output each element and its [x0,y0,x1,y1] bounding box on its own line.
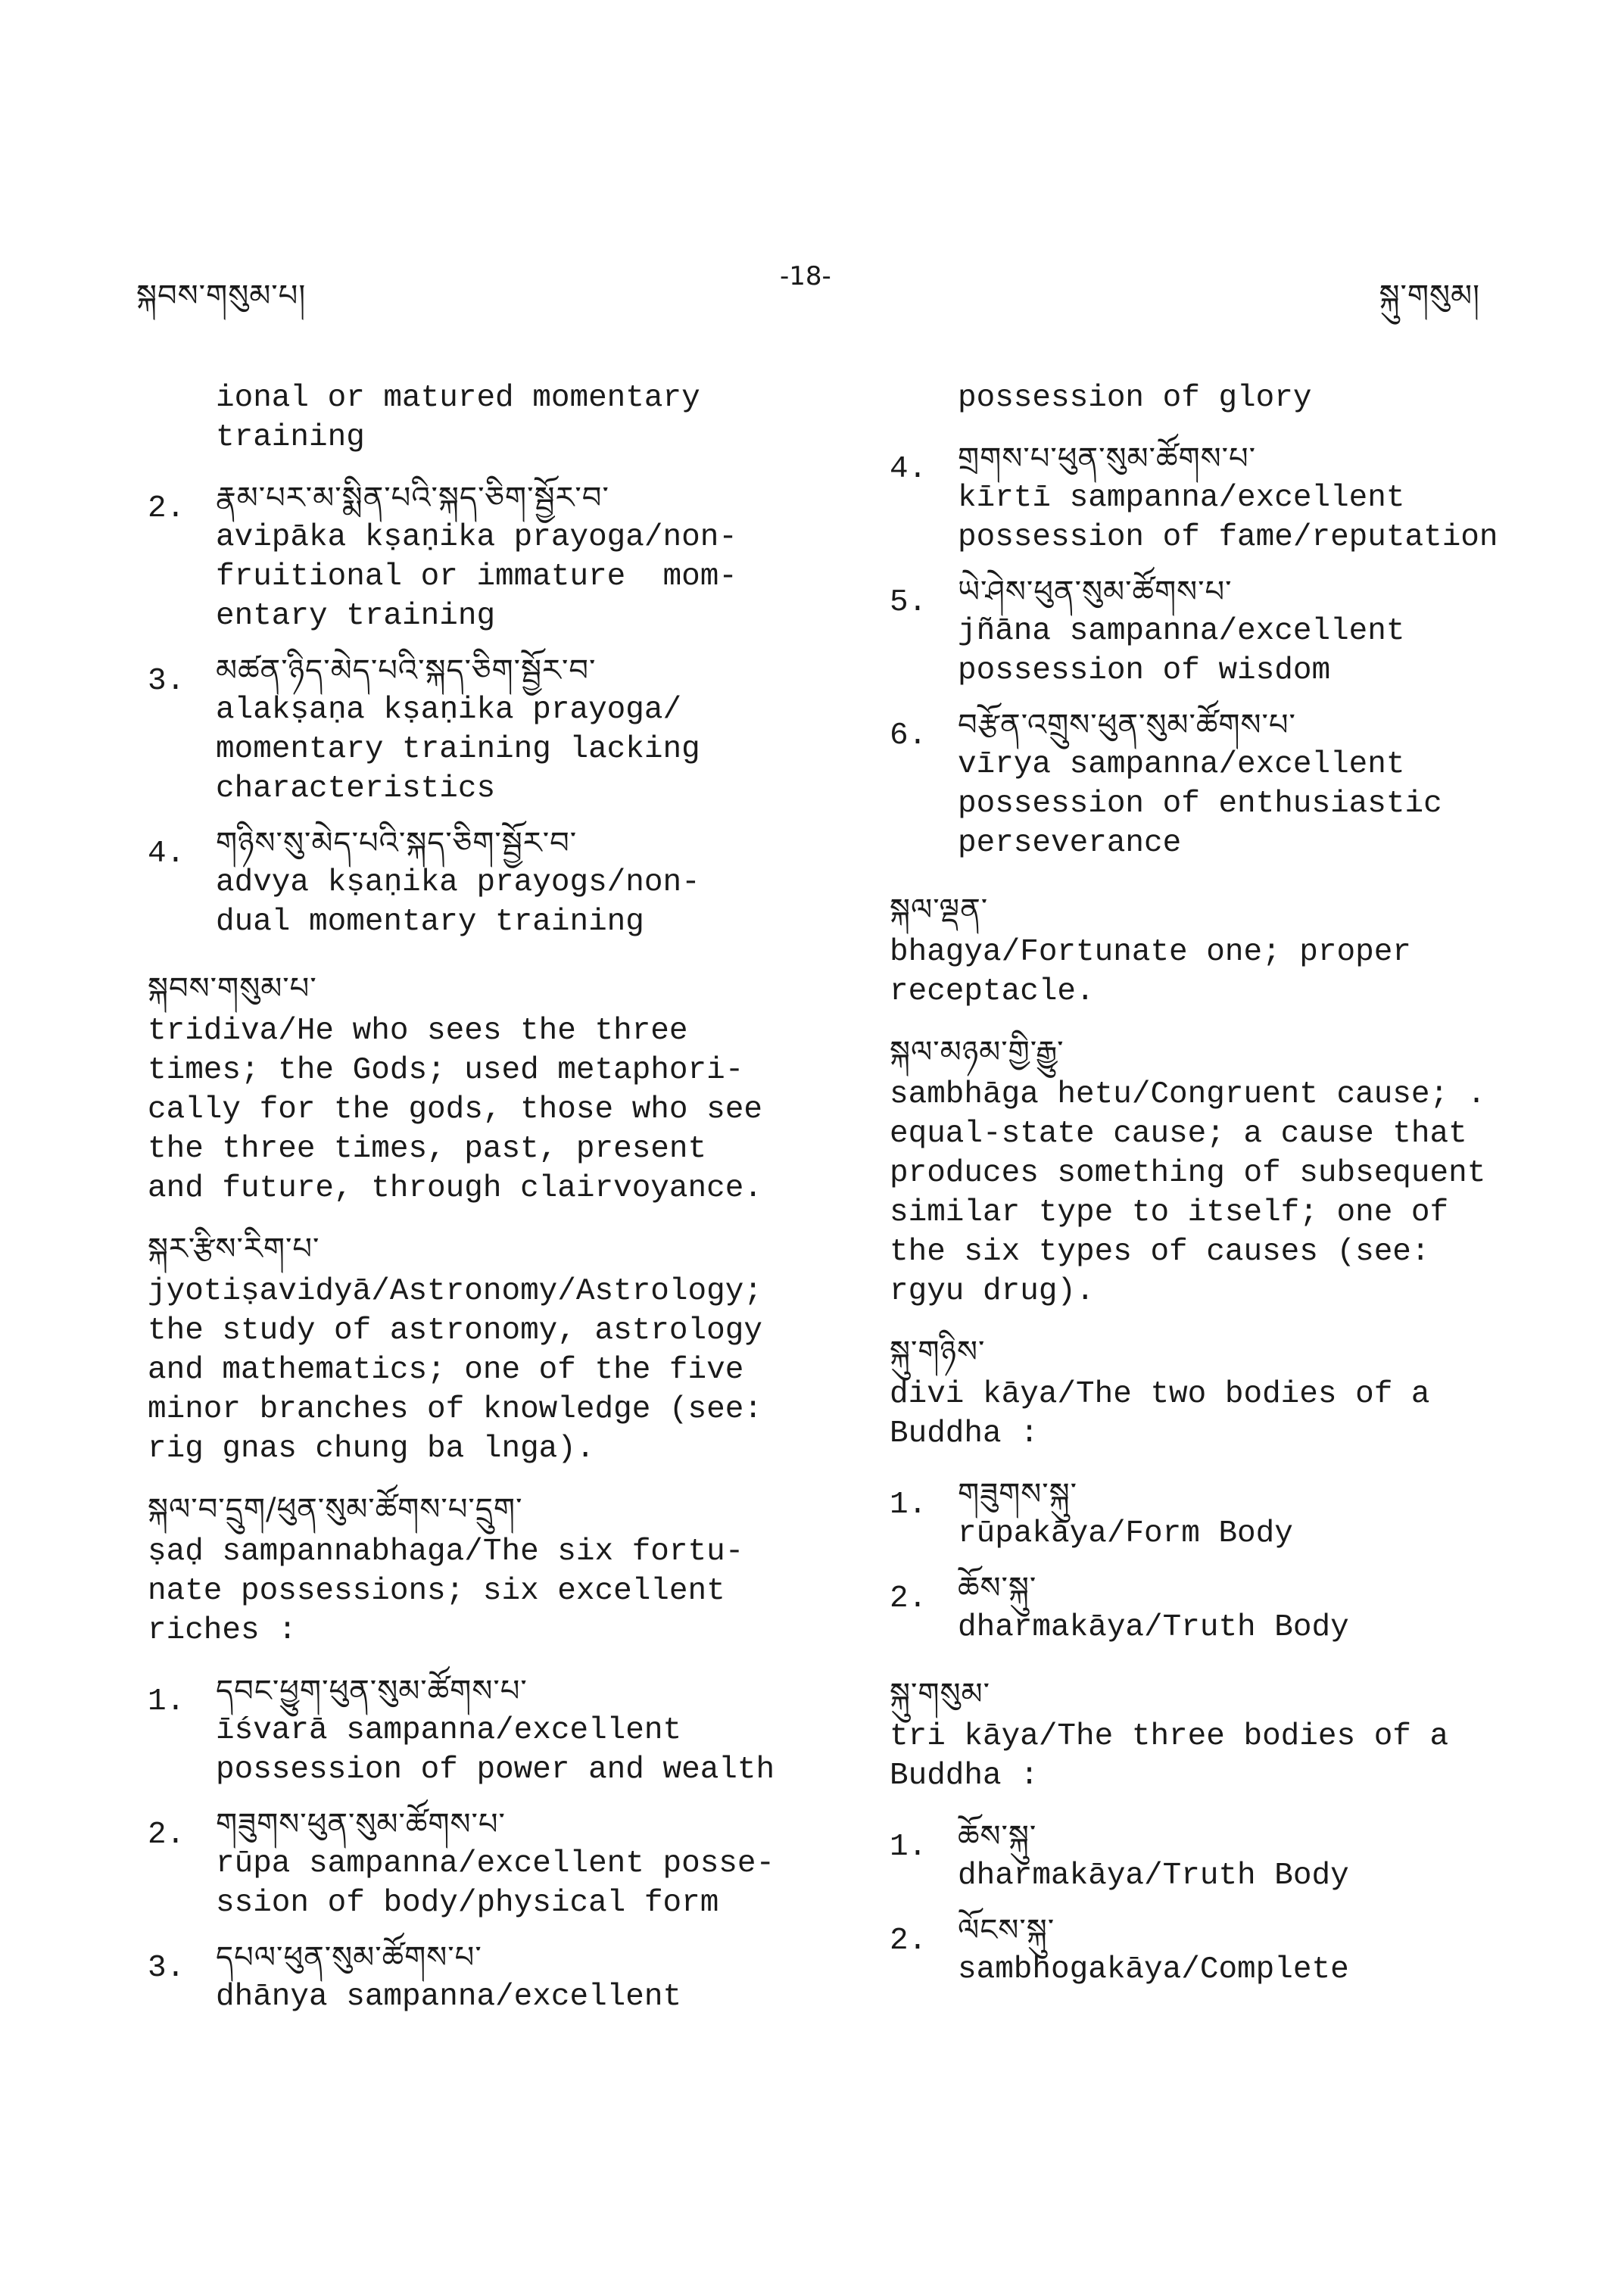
list-item: 4. གྲགས་པ་ཕུན་སུམ་ཚོགས་པ་ kīrtī sampanna/excellent possession of fame/reputation [890,439,1541,557]
tibetan-term: བརྩོན་འགྲུས་ཕུན་སུམ་ཚོགས་པ་ [958,708,1296,743]
tibetan-term: མཚན་ཉིད་མེད་པའི་སྐད་ཅིག་སྦྱོར་བ་ [216,653,597,688]
tibetan-term: ཆོས་སྐུ་ [958,1571,1037,1606]
tibetan-term: རྣམ་པར་མ་སྨིན་པའི་སྐད་ཅིག་སྦྱོར་བ་ [216,481,609,516]
headword: སྐུ་གསུམ་ [890,1677,991,1712]
running-head-left: སྐབས་གསུམ་པ། [136,279,307,313]
tibetan-term: གཟུགས་ཕུན་སུམ་ཚོགས་པ་ [216,1807,506,1842]
dictionary-entry: སྐལ་ལྡན་ bhagya/Fortunate one; proper receptacle. [890,890,1541,1011]
tibetan-term: དཔལ་ཕུན་སུམ་ཚོགས་པ་ [216,1940,482,1975]
dictionary-entry: སྐུ་གསུམ་ tri kāya/The three bodies of a Buddha : [890,1675,1541,1796]
page-number: -18- [780,261,831,291]
list-item: 6. བརྩོན་འགྲུས་ཕུན་སུམ་ཚོགས་པ་ vīrya sampanna/excellent possession of enthusiastic perseverance [890,706,1541,863]
dictionary-entry: སྐར་རྩིས་རིག་པ་ jyotiṣavidyā/Astronomy/Astrology; the study of astronomy, astrology and mathematics; one of the five minor branches of knowledge (see: rig gnas chung ba lnga). [148,1229,799,1469]
dictionary-entry: སྐབས་གསུམ་པ་ tridiva/He who sees the three times; the Gods; used metaphori- cally for the gods, those who see the three times, past, present and future, through clairvoyance. [148,969,799,1208]
dictionary-entry: སྐལ་བ་དྲུག/ཕུན་སུམ་ཚོགས་པ་དྲུག་ ṣaḍ sampannabhaga/The six fortu- nate possessions; six excellent riches : [148,1490,799,1650]
running-head-right: སྐུ་གསུམ། [1379,279,1480,313]
tibetan-term: གཟུགས་སྐུ་ [958,1477,1078,1512]
dictionary-entry: སྐུ་གཉིས་ divi kāya/The two bodies of a Buddha : [890,1332,1541,1453]
headword: སྐུ་གཉིས་ [890,1335,986,1369]
list-item: 4. གཉིས་སུ་མེད་པའི་སྐད་ཅིག་སྦྱོར་བ་ advya kṣaṇika prayogs/non- dual momentary training [148,824,799,942]
list-item: 1. དབང་ཕྱུག་ཕུན་སུམ་ཚོགས་པ་ īśvarā sampanna/excellent possession of power and wealth [148,1671,799,1790]
list-item: 1. ཆོས་སྐུ་ dharmakāya/Truth Body [890,1817,1541,1896]
list-item: 3. མཚན་ཉིད་མེད་པའི་སྐད་ཅིག་སྦྱོར་བ་ alakṣaṇa kṣaṇika prayoga/ momentary training lacking characteristics [148,651,799,808]
list-item: 2. རྣམ་པར་མ་སྨིན་པའི་སྐད་ཅིག་སྦྱོར་བ་ avipāka kṣaṇika prayoga/non- fruitional or immature mom- entary training [148,478,799,636]
left-column [148,379,799,2032]
continuation-text: ional or matured momentary training [216,381,700,455]
headword: སྐབས་གསུམ་པ་ [148,971,317,1006]
list-item: 1. གཟུགས་སྐུ་ rūpakāya/Form Body [890,1475,1541,1553]
tibetan-term: གྲགས་པ་ཕུན་སུམ་ཚོགས་པ་ [958,441,1257,476]
list-item: 2. ལོངས་སྐུ་ sambhogakāya/Complete [890,1911,1541,1989]
headword: སྐར་རྩིས་རིག་པ་ [148,1232,320,1266]
tibetan-term: གཉིས་སུ་མེད་པའི་སྐད་ཅིག་སྦྱོར་བ་ [216,826,578,861]
list-item: 5. ཡེ་ཤེས་ཕུན་སུམ་ཚོགས་པ་ jñāna sampanna/excellent possession of wisdom [890,572,1541,690]
headword: སྐལ་མཉམ་གྱི་རྒྱུ་ [890,1035,1064,1070]
dictionary-entry: སྐལ་མཉམ་གྱི་རྒྱུ་ sambhāga hetu/Congruent cause; . equal-state cause; a cause that produces something of subsequent similar type to itself; one of the six types of causes (see: rgyu drug). [890,1033,1541,1311]
headword: སྐལ་བ་དྲུག/ཕུན་སུམ་ཚོགས་པ་དྲུག་ [148,1492,523,1527]
tibetan-term: ལོངས་སྐུ་ [958,1913,1055,1948]
tibetan-term: ཆོས་སྐུ་ [958,1819,1037,1854]
tibetan-term: དབང་ཕྱུག་ཕུན་སུམ་ཚོགས་པ་ [216,1674,528,1709]
headword: སྐལ་ལྡན་ [890,893,989,927]
continuation-text: possession of glory [958,381,1312,416]
list-item: 2. ཆོས་སྐུ་ dharmakāya/Truth Body [890,1569,1541,1647]
right-column [890,379,1541,2005]
tibetan-term: ཡེ་ཤེས་ཕུན་སུམ་ཚོགས་པ་ [958,575,1233,609]
list-item: 2. གཟུགས་ཕུན་སུམ་ཚོགས་པ་ rūpa sampanna/excellent posse- ssion of body/physical form [148,1805,799,1923]
list-item: 3. དཔལ་ཕུན་སུམ་ཚོགས་པ་ dhānya sampanna/excellent [148,1938,799,2017]
